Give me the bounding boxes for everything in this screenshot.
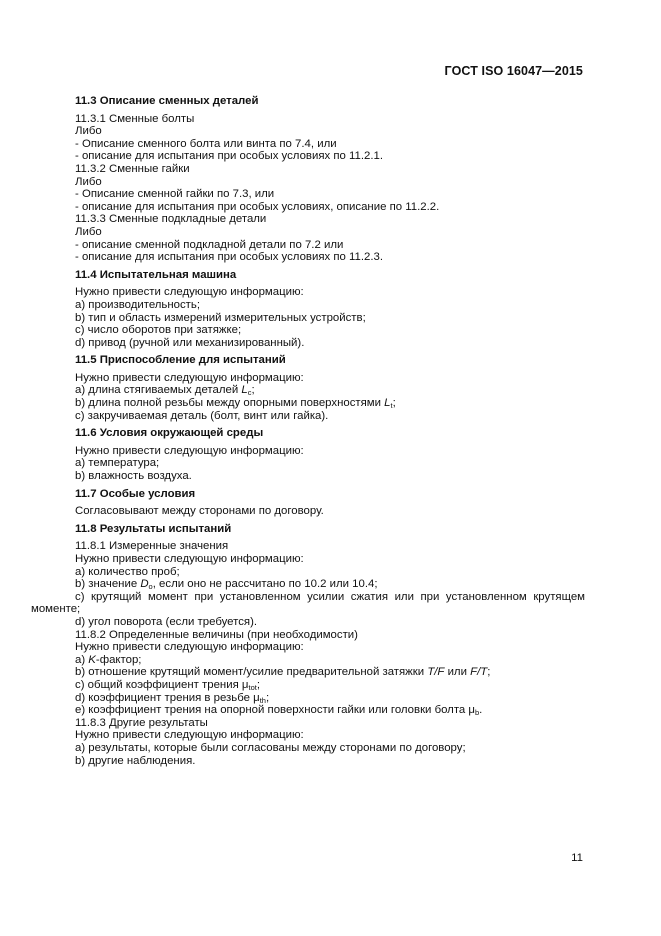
intro-line: Нужно привести следующую информацию: bbox=[75, 641, 304, 654]
list-item bbox=[75, 692, 585, 705]
text-line: Либо bbox=[75, 225, 102, 238]
text-line: Либо bbox=[75, 125, 102, 138]
subsection-11-8-3: 11.8.3 Другие результаты bbox=[75, 716, 208, 729]
subscript: o bbox=[148, 582, 153, 592]
text-fragment: e) коэффициент трения на опорной поверхности гайки или головки болта bbox=[75, 704, 469, 717]
text-line: - описание для испытания при особых условиях, описание по 11.2.2. bbox=[75, 200, 440, 213]
list-item: b) другие наблюдения. bbox=[75, 754, 196, 767]
list-item: c) закручиваемая деталь (болт, винт или гайка). bbox=[75, 409, 329, 422]
subscript: b bbox=[475, 708, 480, 718]
list-item: a) температура; bbox=[75, 457, 160, 470]
mu-symbol: μ bbox=[241, 678, 249, 691]
mu-symbol: μ bbox=[468, 704, 475, 717]
intro-line: Нужно привести следующую информацию: bbox=[75, 286, 304, 299]
text-fragment: b) длина полной резьбы между опорными поверхностями bbox=[75, 397, 385, 410]
page-content bbox=[31, 95, 585, 767]
text-fragment: ; bbox=[256, 678, 260, 691]
list-item bbox=[75, 704, 585, 717]
text-fragment: или bbox=[444, 666, 471, 679]
text-line: Согласовывают между сторонами по договору. bbox=[75, 505, 324, 518]
math-expression: T/F bbox=[427, 666, 445, 679]
text-fragment: a) длина стягиваемых деталей bbox=[75, 384, 242, 397]
text-line: - Описание сменной гайки по 7.3, или bbox=[75, 188, 275, 201]
text-line: - описание для испытания при особых условиях по 11.2.3. bbox=[75, 251, 384, 264]
list-item-continuation: моменте; bbox=[31, 603, 81, 616]
subscript: t bbox=[390, 401, 393, 411]
page-number: 11 bbox=[571, 852, 583, 864]
text-fragment: , если оно не рассчитано по 10.2 или 10.4; bbox=[152, 578, 378, 591]
text-fragment: d) коэффициент трения в резьбе bbox=[75, 691, 254, 704]
text-fragment: a) bbox=[75, 653, 89, 666]
intro-line: Нужно привести следующую информацию: bbox=[75, 444, 304, 457]
text-line: - Описание сменного болта или винта по 7.4, или bbox=[75, 137, 337, 150]
text-line: - описание сменной подкладной детали по 7.2 или bbox=[75, 238, 344, 251]
section-heading-11-4: 11.4 Испытательная машина bbox=[75, 268, 237, 281]
list-item: a) количество проб; bbox=[75, 565, 180, 578]
list-item: c) число оборотов при затяжке; bbox=[75, 324, 242, 337]
list-item: d) привод (ручной или механизированный). bbox=[75, 336, 305, 349]
math-variable: D bbox=[140, 578, 149, 591]
intro-line: Нужно привести следующую информацию: bbox=[75, 729, 304, 742]
list-item bbox=[75, 578, 585, 591]
subsection-11-3-3: 11.3.3 Сменные подкладные детали bbox=[75, 213, 267, 226]
subscript: th bbox=[259, 695, 266, 705]
text-fragment: ; bbox=[265, 691, 270, 704]
subsection-11-3-1: 11.3.1 Сменные болты bbox=[75, 112, 195, 125]
subscript: c bbox=[247, 388, 252, 398]
list-item bbox=[75, 666, 585, 679]
section-heading-11-6: 11.6 Условия окружающей среды bbox=[75, 427, 264, 440]
list-item: a) результаты, которые были согласованы между сторонами по договору; bbox=[75, 741, 466, 754]
list-item bbox=[75, 654, 585, 667]
section-heading-11-7: 11.7 Особые условия bbox=[75, 487, 196, 500]
text-fragment: b) значение bbox=[75, 578, 141, 591]
section-heading-11-3: 11.3 Описание сменных деталей bbox=[75, 95, 259, 107]
intro-line: Нужно привести следующую информацию: bbox=[75, 371, 304, 384]
text-fragment: -фактор; bbox=[95, 653, 142, 666]
text-line: Либо bbox=[75, 175, 102, 188]
mu-symbol: μ bbox=[253, 691, 260, 704]
subsection-11-8-1: 11.8.1 Измеренные значения bbox=[75, 540, 229, 553]
math-variable: K bbox=[88, 653, 96, 666]
text-fragment: c) общий коэффициент трения bbox=[75, 678, 242, 691]
math-variable: L bbox=[241, 384, 248, 397]
list-item: c) крутящий момент при установленном усилии сжатия или при установленном крутящем bbox=[75, 590, 585, 603]
subscript: tot bbox=[248, 682, 257, 692]
subsection-11-8-2: 11.8.2 Определенные величины (при необходимости) bbox=[75, 628, 358, 641]
section-heading-11-5: 11.5 Приспособление для испытаний bbox=[75, 354, 286, 367]
list-item bbox=[75, 384, 585, 397]
math-expression: F/T bbox=[470, 666, 488, 679]
list-item: a) производительность; bbox=[75, 298, 200, 311]
text-fragment: . bbox=[479, 704, 483, 717]
document-header: ГОСТ ISO 16047—2015 bbox=[444, 64, 583, 78]
list-item bbox=[75, 679, 585, 692]
math-variable: L bbox=[384, 397, 391, 410]
text-fragment: ; bbox=[251, 384, 255, 397]
subsection-11-3-2: 11.3.2 Сменные гайки bbox=[75, 162, 190, 175]
list-item bbox=[75, 397, 585, 410]
text-fragment: ; bbox=[392, 397, 396, 410]
section-heading-11-8: 11.8 Результаты испытаний bbox=[75, 522, 232, 535]
text-fragment: ; bbox=[487, 666, 491, 679]
list-item: d) угол поворота (если требуется). bbox=[75, 615, 258, 628]
text-line: - описание для испытания при особых условиях по 11.2.1. bbox=[75, 150, 384, 163]
list-item: b) тип и область измерений измерительных устройств; bbox=[75, 311, 366, 324]
text-fragment: b) отношение крутящий момент/усилие предварительной затяжки bbox=[75, 666, 428, 679]
list-item: b) влажность воздуха. bbox=[75, 470, 192, 483]
intro-line: Нужно привести следующую информацию: bbox=[75, 553, 304, 565]
